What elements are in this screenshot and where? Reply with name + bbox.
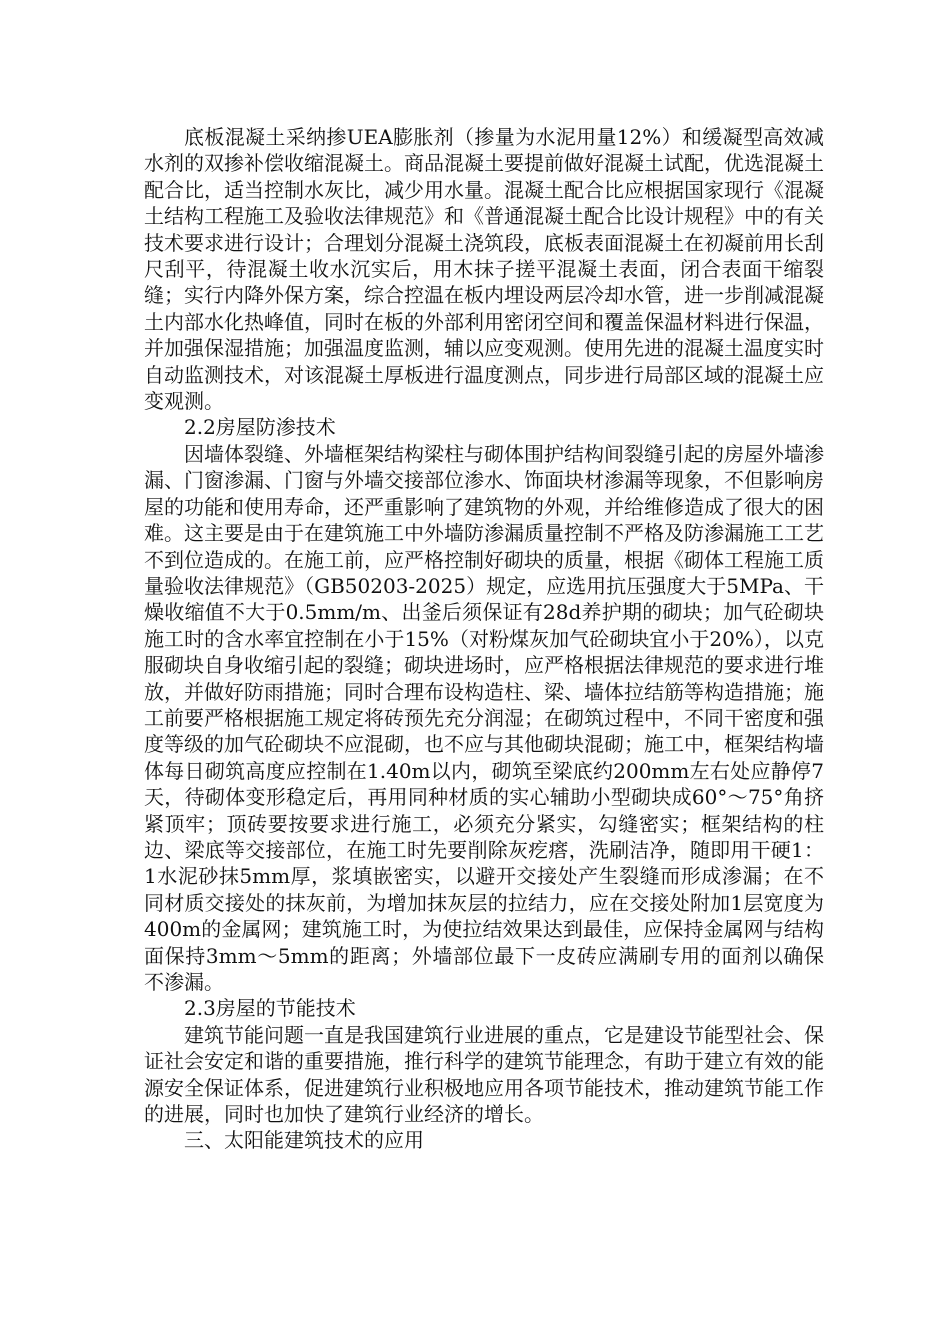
section-heading-waterproofing: 2.2房屋防渗技术: [184, 415, 336, 440]
paragraph-waterproofing: 因墙体裂缝、外墙框架结构梁柱与砌体围护结构间裂缝引起的房屋外墙渗漏、门窗渗漏、门窗与外墙交接部位渗水、饰面块材渗漏等现象，不但影响房屋的功能和使用寿命，还严重影响了建筑物的外观，并给维修造成了很大的困难。这主要是由于在建筑施工中外墙防渗漏质量控制不严格及防渗漏施工工艺不到位造成的。在施工前，应严格控制好砌块的质量，根据《砌体工程施工质量验收法律规范》（GB50203-2025）规定，应选用抗压强度大于5MPa、干燥收缩值不大于0.5mm/m、出釜后须保证有28d养护期的砌块；加气砼砌块施工时的含水率宜控制在小于15%（对粉煤灰加气砼砌块宜小于20%），以克服砌块自身收缩引起的裂缝；砌块进场时，应严格根据法律规范的要求进行堆放，并做好防雨措施；同时合理布设构造柱、梁、墙体拉结筋等构造措施；施工前要严格根据施工规定将砖预先充分润湿；在砌筑过程中，不同干密度和强度等级的加气砼砌块不应混砌，也不应与其他砌块混砌；施工中，框架结构墙体每日砌筑高度应控制在1.40m以内，砌筑至梁底约200mm左右处应静停7天，待砌体变形稳定后，再用同种材质的实心辅助小型砌块成60°～75°角挤紧顶牢；顶砖要按要求进行施工，必须充分紧实，勾缝密实；框架结构的柱边、梁底等交接部位，在施工时先要削除灰疙瘩，洗刷洁净，随即用干硬1：1水泥砂抹5mm厚，浆填嵌密实，以避开交接处产生裂缝而形成渗漏；在不同材质交接处的抹灰前，为增加抹灰层的拉结力，应在交接处附加1层宽度为400m的金属网；建筑施工时，为使拉结效果达到最佳，应保持金属网与结构面保持3mm～5mm的距离；外墙部位最下一皮砖应满刷专用的面剂以确保不渗漏。: [144, 441, 824, 994]
paragraph-energy-saving: 建筑节能问题一直是我国建筑行业进展的重点，它是建设节能型社会、保证社会安定和谐的重要措施，推行科学的建筑节能理念，有助于建立有效的能源安全保证体系，促进建筑行业积极地应用各项节能技术，推动建筑节能工作的进展，同时也加快了建筑行业经济的增长。: [144, 1022, 824, 1127]
section-heading-solar: 三、太阳能建筑技术的应用: [184, 1128, 424, 1153]
document-body: [144, 124, 824, 1154]
paragraph-concrete-slab: 底板混凝土采纳掺UEA膨胀剂（掺量为水泥用量12%）和缓凝型高效减水剂的双掺补偿收缩混凝土。商品混凝土要提前做好混凝土试配，优选混凝土配合比，适当控制水灰比，减少用水量。混凝土配合比应根据国家现行《混凝土结构工程施工及验收法律规范》和《普通混凝土配合比设计规程》中的有关技术要求进行设计；合理划分混凝土浇筑段，底板表面混凝土在初凝前用长刮尺刮平，待混凝土收水沉实后，用木抹子搓平混凝土表面，闭合表面干缩裂缝；实行内降外保方案，综合控温在板内埋设两层冷却水管，进一步削减混凝土内部水化热峰值，同时在板的外部利用密闭空间和覆盖保温材料进行保温，并加强保湿措施；加强温度监测，辅以应变观测。使用先进的混凝土温度实时自动监测技术，对该混凝土厚板进行温度测点，同步进行局部区域的混凝土应变观测。: [144, 125, 824, 414]
section-heading-energy-saving: 2.3房屋的节能技术: [184, 996, 356, 1021]
